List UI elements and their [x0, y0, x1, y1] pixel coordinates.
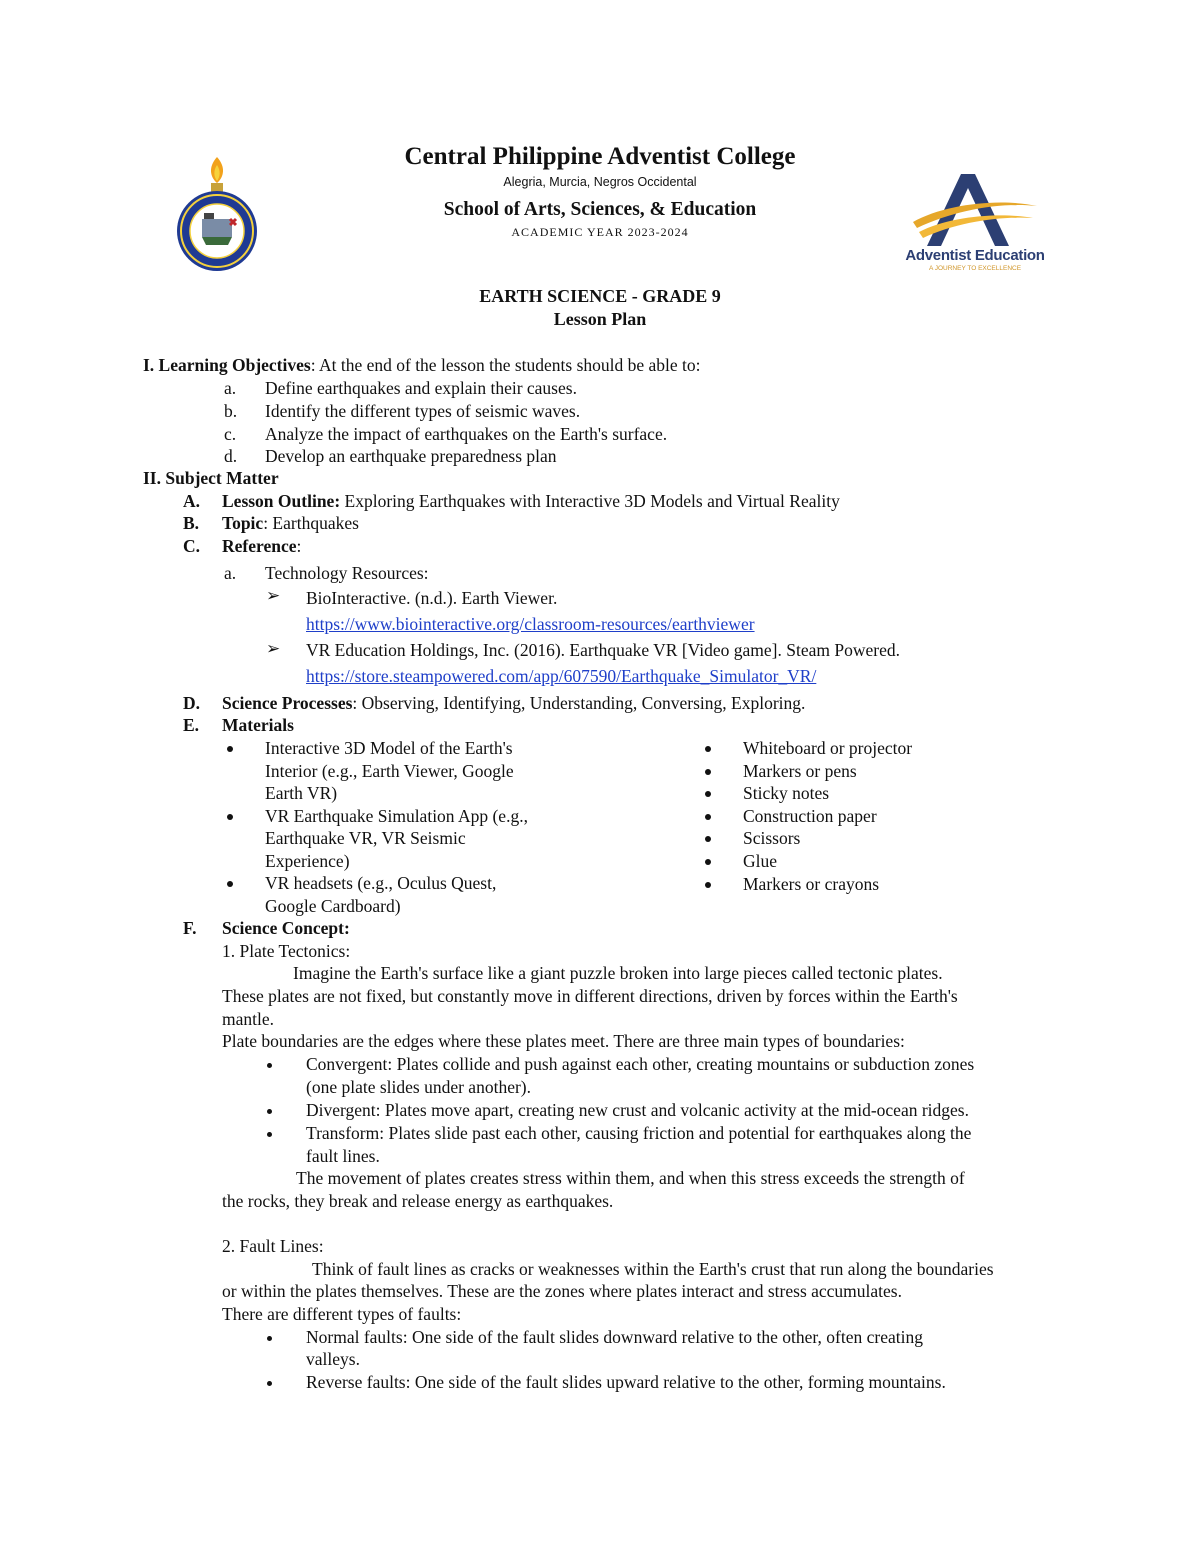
material-item-right: Glue [743, 851, 778, 871]
fault-lines-title: 2. Fault Lines: [222, 1236, 324, 1256]
bullet-dot-icon [267, 1109, 272, 1114]
material-item-right: Markers or crayons [743, 873, 880, 894]
reference-2: VR Education Holdings, Inc. (2016). Earthquake VR [Video game]. Steam Powered. [306, 640, 900, 660]
bullet-dot-icon [705, 882, 711, 888]
material-item-left: Experience) [265, 850, 350, 871]
materials-label: Materials [222, 715, 294, 735]
plate-boundary-bullet: fault lines. [306, 1146, 380, 1166]
objectives-heading: I. Learning Objectives [143, 355, 311, 375]
plate-boundary-bullet: Convergent: Plates collide and push against each other, creating mountains or subduction zones [306, 1054, 975, 1074]
material-item-right: Sticky notes [743, 783, 830, 804]
lesson-plan-title: Lesson Plan [553, 309, 647, 329]
reference-colon: : [296, 536, 302, 556]
marker-e: E. [183, 715, 200, 735]
marker-d: D. [183, 693, 201, 713]
lesson-outline-label: Lesson Outline: [222, 491, 341, 511]
material-item-left: VR Earthquake Simulation App (e.g., [265, 805, 528, 826]
subject-matter-heading: II. Subject Matter [143, 468, 279, 488]
plate-boundary-bullet: Transform: Plates slide past each other, causing friction and potential for earthquakes along the [306, 1123, 972, 1143]
topic-text: : Earthquakes [263, 513, 359, 533]
material-item-left: Interactive 3D Model of the Earth's [265, 738, 513, 758]
material-item-left: Interior (e.g., Earth Viewer, Google [265, 760, 514, 781]
arrow-bullet-icon: ➢ [266, 639, 281, 659]
plate-boundary-bullet: Divergent: Plates move apart, creating new crust and volcanic activity at the mid-ocean ridges. [306, 1100, 969, 1120]
material-item-left: Earth VR) [265, 783, 338, 803]
objective-item: Define earthquakes and explain their causes. [265, 378, 577, 398]
bullet-dot-icon [705, 769, 711, 775]
right-logo-text: Adventist Education [905, 247, 1045, 264]
reference-line [222, 535, 301, 557]
bullet-dot-icon [705, 859, 711, 865]
objective-marker: c. [224, 424, 237, 444]
material-item-right: Markers or pens [743, 760, 857, 781]
plate-tectonics-text: Plate boundaries are the edges where these plates meet. There are three main types of boundaries: [222, 1031, 905, 1051]
tech-resources-label: Technology Resources: [265, 563, 429, 583]
objective-item: Develop an earthquake preparedness plan [265, 446, 557, 466]
science-concept-label: Science Concept: [222, 918, 350, 938]
fault-type-bullet: valleys. [306, 1349, 360, 1369]
school-name: School of Arts, Sciences, & Education [443, 199, 757, 220]
science-processes-text: : Observing, Identifying, Understanding, Conversing, Exploring. [352, 693, 806, 713]
material-item-left: VR headsets (e.g., Oculus Quest, [265, 873, 497, 893]
objective-marker: b. [224, 401, 238, 421]
fault-type-bullet: Normal faults: One side of the fault slides downward relative to the other, often creating [306, 1327, 923, 1347]
objective-marker: d. [224, 446, 238, 466]
material-item-right: Whiteboard or projector [743, 738, 913, 758]
bullet-dot-icon [267, 1381, 272, 1386]
arrow-bullet-icon: ➢ [266, 586, 281, 606]
fault-lines-text: There are different types of faults: [222, 1304, 462, 1324]
plate-tectonics-closing: the rocks, they break and release energy as earthquakes. [222, 1191, 614, 1211]
lesson-outline-line [222, 490, 840, 512]
bullet-dot-icon [705, 746, 711, 752]
material-item-left: Google Cardboard) [265, 895, 401, 916]
material-item-right: Scissors [743, 828, 801, 849]
material-item-left: Earthquake VR, VR Seismic [265, 828, 466, 848]
plate-boundary-bullet: (one plate slides under another). [306, 1077, 531, 1097]
science-processes-line [222, 692, 805, 714]
reference-2-link[interactable]: https://store.steampowered.com/app/607590/Earthquake_Simulator_VR/ [306, 666, 817, 686]
plate-tectonics-text: Imagine the Earth's surface like a giant puzzle broken into large pieces called tectonic plates. [293, 963, 943, 983]
bullet-dot-icon [267, 1063, 272, 1068]
topic-line [222, 512, 359, 534]
bullet-dot-icon [227, 814, 233, 820]
science-processes-label: Science Processes [222, 693, 353, 713]
marker-c: C. [183, 536, 201, 556]
objectives-heading-line [143, 354, 701, 376]
bullet-dot-icon [705, 814, 711, 820]
reference-label: Reference [222, 536, 297, 556]
bullet-dot-icon [267, 1336, 272, 1341]
objectives-intro: : At the end of the lesson the students should be able to: [310, 355, 701, 375]
marker-a: A. [183, 491, 201, 511]
material-item-right: Construction paper [743, 805, 877, 826]
marker-f: F. [183, 918, 197, 938]
fault-type-bullet: Reverse faults: One side of the fault slides upward relative to the other, forming mountains. [306, 1372, 946, 1392]
lesson-outline-text: Exploring Earthquakes with Interactive 3D Models and Virtual Reality [340, 491, 840, 511]
right-logo-tagline: A JOURNEY TO EXCELLENCE [928, 265, 1022, 272]
subject-title: EARTH SCIENCE - GRADE 9 [479, 286, 721, 306]
plate-tectonics-title: 1. Plate Tectonics: [222, 941, 351, 961]
objective-item: Analyze the impact of earthquakes on the Earth's surface. [265, 424, 668, 444]
plate-tectonics-text: These plates are not fixed, but constantly move in different directions, driven by forces within the Earth's [222, 986, 958, 1006]
marker-b: B. [183, 513, 200, 533]
objective-marker: a. [224, 378, 237, 398]
reference-1-link[interactable]: https://www.biointeractive.org/classroom-resources/earthviewer [306, 614, 755, 634]
reference-1: BioInteractive. (n.d.). Earth Viewer. [306, 588, 558, 608]
fault-lines-text: Think of fault lines as cracks or weaknesses within the Earth's crust that run along the boundaries [312, 1259, 994, 1279]
college-address: Alegria, Murcia, Negros Occidental [503, 175, 697, 189]
bullet-dot-icon [705, 791, 711, 797]
tech-marker: a. [224, 563, 237, 583]
academic-year: ACADEMIC YEAR 2023-2024 [511, 225, 689, 239]
bullet-dot-icon [227, 881, 233, 887]
bullet-dot-icon [267, 1132, 272, 1137]
bullet-dot-icon [705, 836, 711, 842]
plate-tectonics-text: mantle. [222, 1009, 274, 1029]
fault-lines-text: or within the plates themselves. These are the zones where plates interact and stress accumulates. [222, 1281, 902, 1301]
topic-label: Topic [222, 513, 264, 533]
college-name: Central Philippine Adventist College [404, 143, 796, 170]
objective-item: Identify the different types of seismic waves. [265, 401, 581, 421]
bullet-dot-icon [227, 746, 233, 752]
plate-tectonics-closing: The movement of plates creates stress within them, and when this stress exceeds the strength of [296, 1168, 965, 1188]
